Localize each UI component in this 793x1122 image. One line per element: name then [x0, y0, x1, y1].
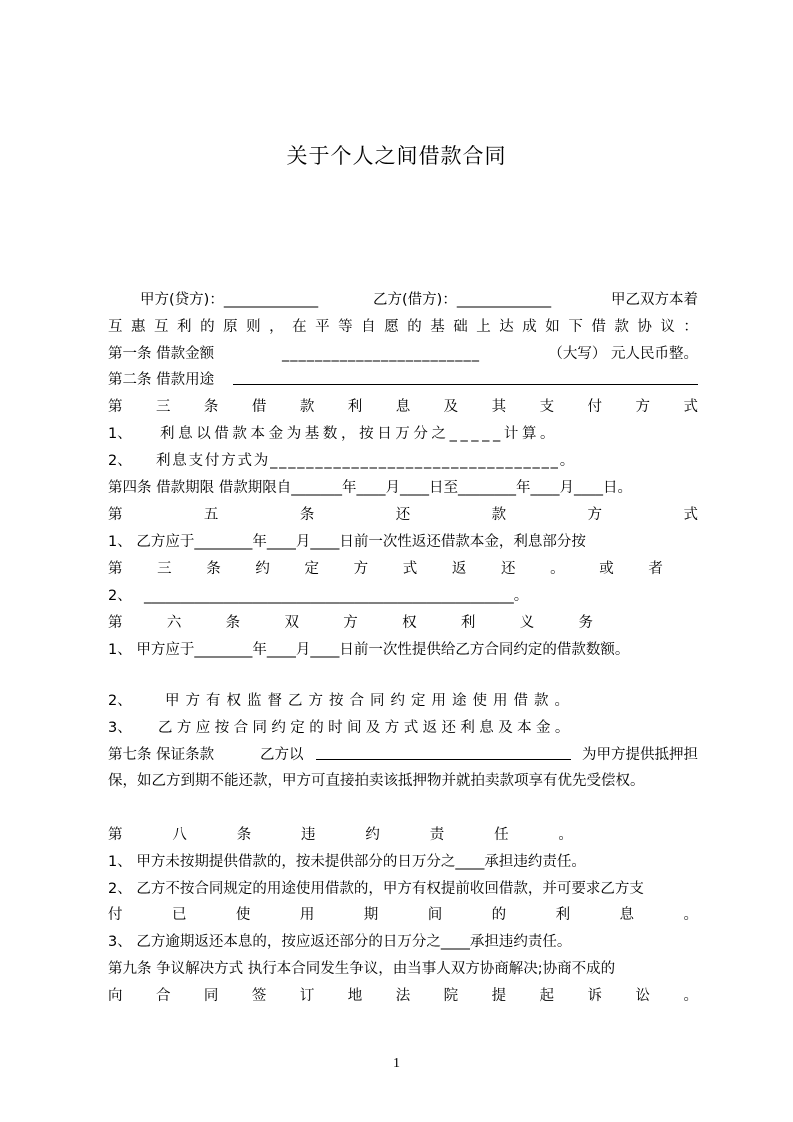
item-number: 2、	[108, 453, 132, 469]
document-title: 关于个人之间借款合同	[286, 144, 507, 168]
repayment-method-line	[108, 556, 663, 582]
guarantee-continuation: 保，如乙方到期不能还款，甲方可直接拍卖该抵押物并就拍卖款项享有优先受偿权。	[108, 773, 645, 789]
justified-char: 提	[491, 988, 507, 1004]
justified-char: 原	[223, 319, 238, 335]
item-number: 2、	[108, 693, 132, 709]
justified-char: 用	[299, 907, 315, 923]
justified-char: 期	[363, 907, 379, 923]
intro-justified-line	[108, 314, 698, 340]
borrower-obligation-text: 乙方应按合同约定的时间及方式返还利息及本金。	[158, 720, 574, 736]
party-intro-text: 甲乙双方本着	[611, 292, 698, 308]
justified-char: 约	[365, 827, 380, 843]
justified-char: 的	[491, 907, 507, 923]
justified-char: 地	[347, 988, 363, 1004]
justified-char: 的	[407, 319, 422, 335]
justified-char: 愿	[384, 319, 399, 335]
justified-char: 上	[476, 319, 491, 335]
loan-purpose-blank	[233, 367, 698, 385]
justified-char: 付	[587, 399, 603, 415]
repayment-alt-line	[108, 583, 698, 609]
justified-char: 条	[203, 399, 219, 415]
interest-rate-line	[108, 421, 698, 447]
guarantee-prefix: 乙方以	[260, 747, 304, 763]
article-1-line	[108, 341, 698, 367]
justified-char: 。	[683, 988, 698, 1004]
justified-char: 条	[236, 827, 252, 843]
breach-lender-line: 1、 甲方未按期提供借款的，按未提供部分的日万分之____承担违约责任。	[108, 854, 586, 870]
justified-char: 达	[499, 319, 514, 335]
justified-char: 还	[395, 507, 411, 523]
justified-char: 方	[635, 399, 650, 415]
breach-purpose-line: 2、 乙方不按合同规定的用途使用借款的，甲方有权提前收回借款，并可要求乙方支	[108, 881, 644, 897]
justified-char: 已	[171, 907, 187, 923]
justified-char: 权	[402, 615, 417, 631]
justified-char: 条	[299, 507, 315, 523]
article-6-heading	[108, 610, 593, 636]
guarantee-suffix: 为甲方提供抵押担	[582, 747, 698, 763]
justified-char: 平	[315, 319, 330, 335]
article-9-continuation	[108, 983, 698, 1009]
justified-char: 合	[155, 988, 171, 1004]
loan-amount-blank: ________________________	[282, 346, 480, 362]
justified-char: 则	[246, 319, 261, 335]
justified-char: 利	[177, 319, 192, 335]
justified-char: 三	[155, 399, 171, 415]
justified-char: ，	[269, 319, 284, 335]
justified-char: 方	[343, 615, 358, 631]
justified-char: 。	[558, 827, 573, 843]
justified-char: 惠	[131, 319, 146, 335]
justified-char: 如	[545, 319, 560, 335]
justified-char: 息	[619, 907, 634, 923]
justified-char: 互	[108, 319, 123, 335]
lender-right-text: 甲方有权监督乙方按合同约定用途使用借款。	[165, 693, 575, 709]
justified-char: 五	[203, 507, 219, 523]
party-line	[108, 287, 698, 313]
breach-purpose-continuation	[108, 902, 698, 928]
borrower-obligation-line	[108, 715, 698, 741]
justified-char: 同	[203, 988, 219, 1004]
justified-char: 。	[683, 907, 698, 923]
lender-right-line	[108, 688, 698, 714]
justified-char: 第	[108, 615, 123, 631]
justified-char: 返	[451, 561, 467, 577]
justified-char: 任	[494, 827, 509, 843]
party-b-field: 乙方(借方)：_____________	[373, 292, 552, 308]
repayment-line: 1、 乙方应于________年____月____日前一次性返还借款本金，利息部分按	[108, 534, 586, 550]
justified-char: 在	[292, 319, 307, 335]
item-number: 3、	[108, 720, 132, 736]
justified-char: 讼	[635, 988, 650, 1004]
article-2-label: 第二条 借款用途	[108, 372, 215, 388]
justified-char: 使	[235, 907, 251, 923]
justified-char: 方	[587, 507, 603, 523]
article-7-line	[108, 742, 698, 768]
interest-payment-text: 利息支付方式为________________________________。	[156, 453, 576, 469]
item-number: 2、	[108, 588, 132, 604]
article-2-line	[108, 367, 698, 393]
justified-char: 责	[429, 827, 445, 843]
justified-char: 自	[361, 319, 376, 335]
breach-overdue-line: 3、 乙方逾期返还本息的，按应返还部分的日万分之____承担违约责任。	[108, 934, 572, 950]
justified-char: 条	[206, 561, 221, 577]
justified-char: 第	[108, 399, 123, 415]
justified-char: 第	[108, 561, 123, 577]
justified-char: 法	[395, 988, 411, 1004]
justified-char: 第	[108, 827, 123, 843]
article-3-heading	[108, 394, 698, 420]
justified-char: 的	[200, 319, 215, 335]
justified-char: 款	[299, 399, 315, 415]
justified-char: 下	[568, 319, 583, 335]
justified-char: 式	[683, 399, 698, 415]
article-8-heading	[108, 822, 573, 848]
justified-char: 成	[522, 319, 537, 335]
justified-char: 条	[225, 615, 241, 631]
justified-char: 款	[491, 507, 507, 523]
justified-char: 间	[427, 907, 443, 923]
justified-char: 双	[284, 615, 299, 631]
amount-unit-text: （大写） 元人民币整。	[548, 346, 698, 362]
justified-char: 利	[555, 907, 571, 923]
justified-char: 式	[402, 561, 418, 577]
page-number: 1	[393, 1056, 400, 1071]
party-a-field: 甲方(贷方)：_____________	[140, 292, 319, 308]
justified-char: 利	[347, 399, 363, 415]
justified-char: 议	[660, 319, 675, 335]
justified-char: 及	[443, 399, 459, 415]
justified-char: 院	[443, 988, 459, 1004]
article-4-line: 第四条 借款期限 借款期限自_______年____月____日至________年____月____日。	[108, 480, 632, 496]
justified-char: 或	[599, 561, 614, 577]
justified-char: 础	[453, 319, 468, 335]
justified-char: 协	[637, 319, 652, 335]
article-9-line: 第九条 争议解决方式 执行本合同发生争议，由当事人双方协商解决;协商不成的	[108, 961, 616, 977]
justified-char: 式	[683, 507, 698, 523]
justified-char: 定	[304, 561, 319, 577]
collateral-blank	[316, 742, 571, 760]
justified-char: 支	[539, 399, 555, 415]
justified-char: 务	[578, 615, 593, 631]
justified-char: 付	[108, 907, 123, 923]
justified-char: 方	[353, 561, 369, 577]
justified-char: 八	[172, 827, 187, 843]
justified-char: 利	[460, 615, 476, 631]
justified-char: 签	[251, 988, 267, 1004]
justified-char: 互	[154, 319, 169, 335]
justified-char: 向	[108, 988, 123, 1004]
justified-char: 违	[301, 827, 316, 843]
item-number: 1、	[108, 426, 132, 442]
interest-payment-line	[108, 448, 698, 474]
repayment-alt-blank: ___________________________________________________。	[144, 588, 529, 604]
justified-char: 约	[255, 561, 270, 577]
article-1-label: 第一条 借款金额	[108, 346, 215, 362]
justified-char: 义	[519, 615, 535, 631]
justified-char: 其	[491, 399, 507, 415]
justified-char: 。	[550, 561, 565, 577]
justified-char: 等	[338, 319, 353, 335]
justified-char: 诉	[587, 988, 603, 1004]
interest-rate-text: 利息以借款本金为基数，按日万分之_____计算。	[160, 426, 559, 442]
justified-char: 基	[430, 319, 445, 335]
justified-char: 借	[591, 319, 606, 335]
justified-char: 息	[395, 399, 411, 415]
justified-char: 者	[648, 561, 663, 577]
justified-char: 三	[157, 561, 172, 577]
justified-char: 款	[614, 319, 629, 335]
justified-char: ：	[683, 319, 698, 335]
justified-char: 第	[108, 507, 123, 523]
article-7-label: 第七条 保证条款	[108, 747, 215, 763]
justified-char: 起	[539, 988, 555, 1004]
justified-char: 六	[166, 615, 182, 631]
justified-char: 还	[501, 561, 516, 577]
justified-char: 订	[299, 988, 315, 1004]
lender-obligation-line: 1、 甲方应于________年____月____日前一次性提供给乙方合同约定的借款数额。	[108, 642, 630, 658]
justified-char: 借	[251, 399, 267, 415]
article-5-heading	[108, 502, 698, 528]
